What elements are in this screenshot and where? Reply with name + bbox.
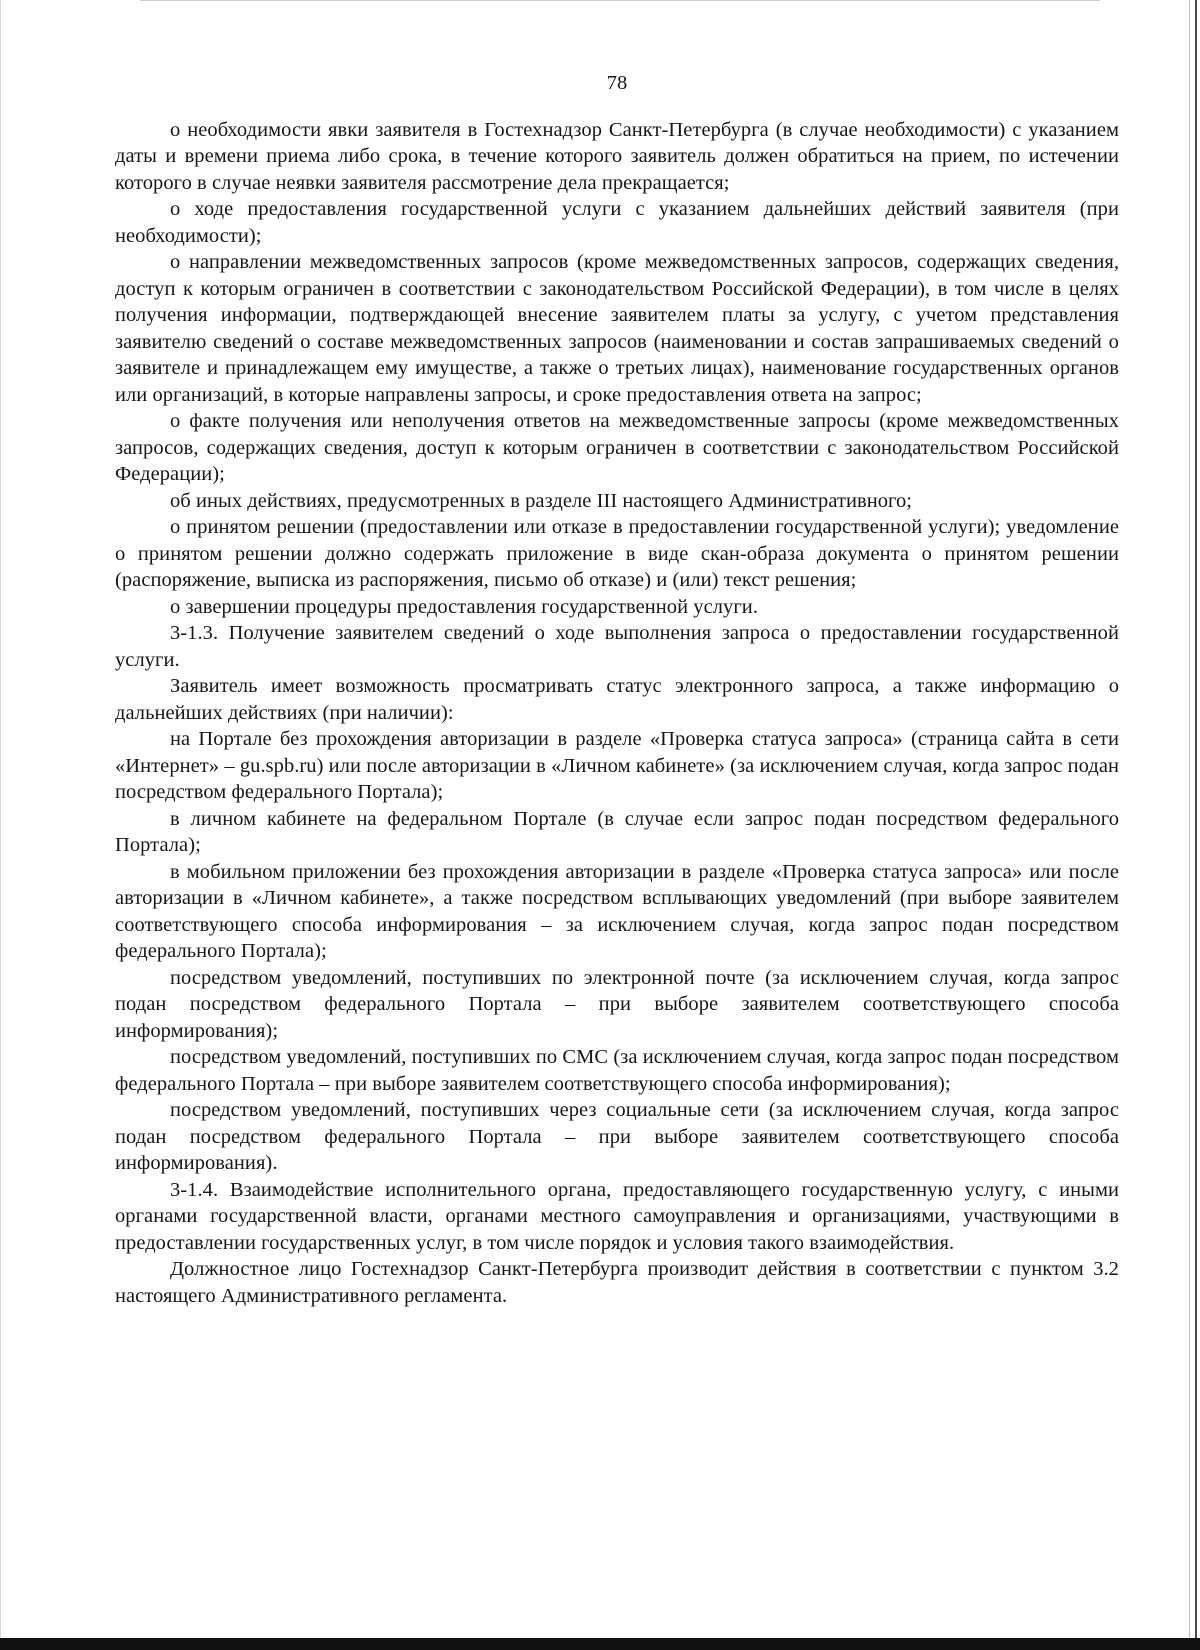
paragraph-service-progress: о ходе предоставления государственной услуги с указанием дальнейших действий заявителя (при необходимости);	[115, 198, 1119, 247]
paragraph-portal-status: на Портале без прохождения авторизации в разделе «Проверка статуса запроса» (страница сайта в сети «Интернет» – gu.spb.ru) или после авторизации в «Личном кабинете» (за исключением случая, когда запрос подан посредством федерального Портала);	[115, 728, 1119, 803]
paragraph-appearance-notice: о необходимости явки заявителя в Гостехнадзор Санкт-Петербурга (в случае необходимости) с указанием даты и времени приема либо срока, в течение которого заявитель должен обратиться на прием, по истечении которого в случае неявки заявителя рассмотрение дела прекращается;	[115, 118, 1119, 194]
paragraph-official-actions: Должностное лицо Гостехнадзор Санкт-Петербурга производит действия в соответствии с пунктом 3.2 настоящего Административного регламента.	[115, 1258, 1119, 1307]
scan-right-edge	[1195, 0, 1197, 1650]
scan-left-edge	[0, 0, 1, 1650]
paragraph-sms-notifications: посредством уведомлений, поступивших по СМС (за исключением случая, когда запрос подан посредством федерального Портала – при выборе заявителем соответствующего способа информирования);	[115, 1046, 1119, 1095]
paragraph-federal-portal-cabinet: в личном кабинете на федеральном Портале (в случае если запрос подан посредством федерального Портала);	[115, 807, 1119, 856]
paragraph-social-notifications: посредством уведомлений, поступивших через социальные сети (за исключением случая, когда запрос подан посредством федерального Портала – при выборе заявителем соответствующего способа информирования).	[115, 1099, 1119, 1174]
paragraph-status-viewing: Заявитель имеет возможность просматривать статус электронного запроса, а также информацию о дальнейших действиях (при наличии):	[115, 675, 1119, 724]
page-number: 78	[606, 72, 628, 94]
section-heading-3-1-3: 3-1.3. Получение заявителем сведений о ходе выполнения запроса о предоставлении государственной услуги.	[115, 622, 1119, 671]
paragraph-interagency-requests: о направлении межведомственных запросов (кроме межведомственных запросов, содержащих сведения, доступ к которым ограничен в соответствии с законодательством Российской Федерации), в том числе в целях получения информации, подтверждающей внесение заявителем платы за услугу, с учетом представления заявителю сведений о составе межведомственных запросов (наименовании и состав запрашиваемых сведений о заявителе и принадлежащем ему имуществе, а также о третьих лицах), наименование государственных органов или организаций, в которые направлены запросы, и сроке предоставления ответа на запрос;	[115, 251, 1119, 406]
paragraph-decision-made: о принятом решении (предоставлении или отказе в предоставлении государственной услуги); уведомление о принятом решении должно содержать приложение в виде скан-образа документа о принятом решении (распоряжение, выписка из распоряжения, письмо об отказе) и (или) текст решения;	[115, 516, 1119, 591]
paragraph-other-actions: об иных действиях, предусмотренных в разделе III настоящего Административного;	[170, 489, 913, 512]
paragraph-email-notifications: посредством уведомлений, поступивших по электронной почте (за исключением случая, когда запрос подан посредством федерального Портала – при выборе заявителем соответствующего способа информирования);	[115, 966, 1119, 1042]
scan-bottom-band	[0, 1638, 1200, 1650]
paragraph-mobile-app: в мобильном приложении без прохождения авторизации в разделе «Проверка статуса запроса» или после авторизации в «Личном кабинете», а также посредством всплывающих уведомлений (при выборе заявителем соответствующего способа информирования – за исключением случая, когда запрос подан посредством федерального Портала);	[115, 860, 1119, 962]
section-heading-3-1-4: 3-1.4. Взаимодействие исполнительного органа, предоставляющего государственную услугу, с иными органами государственной власти, органами местного самоуправления и организациями, участвующими в предоставлении государственных услуг, в том числе порядок и условия такого взаимодействия.	[115, 1178, 1119, 1254]
paragraph-procedure-completed: о завершении процедуры предоставления государственной услуги.	[170, 595, 758, 618]
scan-right-edge-faint	[1189, 0, 1190, 1650]
document-page	[115, 70, 1119, 1309]
paragraph-responses-received: о факте получения или неполучения ответов на межведомственные запросы (кроме межведомственных запросов, содержащих сведения, доступ к которым ограничен в соответствии с законодательством Российской Федерации);	[115, 410, 1119, 485]
scan-top-edge	[140, 0, 1100, 1]
